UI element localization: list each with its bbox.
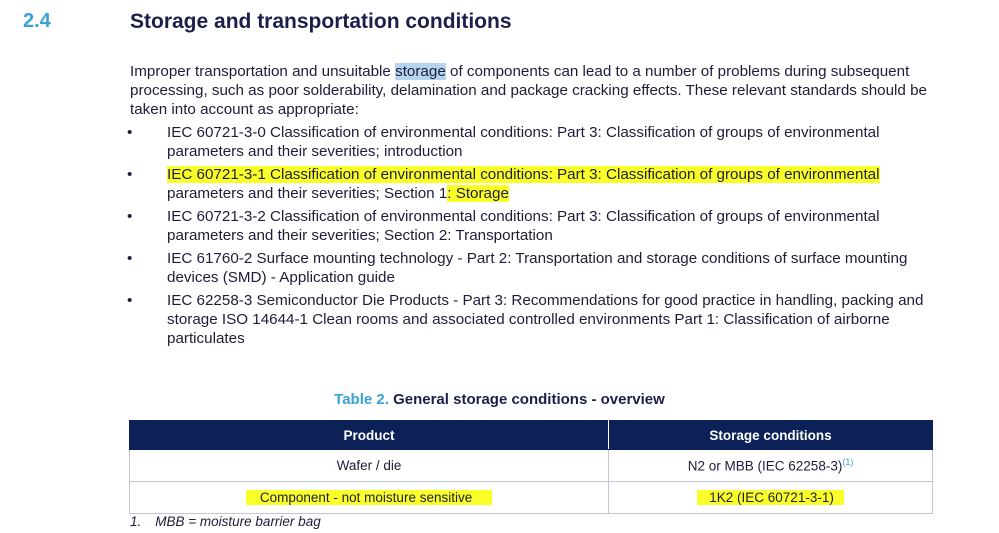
table-footnote [130, 514, 321, 529]
footnote-text: MBB = moisture barrier bag [155, 514, 321, 529]
bullet-icon: • [127, 124, 133, 141]
standards-list [127, 123, 937, 352]
footnote-number: 1. [130, 514, 142, 529]
standard-text: IEC 61760-2 Surface mounting technology - Part 2: Transportation and storage conditions of surface mounting devices (SMD) - Application guide [167, 250, 908, 286]
intro-text-before: Improper transportation and unsuitable [130, 63, 396, 80]
column-header-storage: Storage conditions [609, 421, 933, 450]
list-item [127, 123, 937, 161]
bullet-icon: • [127, 166, 133, 183]
table-cell [609, 450, 933, 482]
table-header-row [130, 421, 933, 450]
table-cell: Wafer / die [130, 450, 609, 482]
table-cell [609, 482, 933, 514]
bullet-icon: • [127, 208, 133, 225]
standard-text: IEC 60721-3-2 Classification of environmental conditions: Part 3: Classification of groups of environmental parameters and their severities; Section 2: Transportation [167, 208, 880, 244]
footnote-ref[interactable]: (1) [842, 457, 854, 468]
column-header-product: Product [130, 421, 609, 450]
list-item [127, 249, 937, 287]
table-row [130, 450, 933, 482]
storage-conditions-table [129, 420, 933, 514]
storage-value: N2 or MBB (IEC 62258-3) [687, 458, 843, 474]
highlighted-text: : Storage [447, 185, 509, 202]
list-item [127, 291, 937, 348]
standard-text: parameters and their severities; Section 1 [167, 185, 448, 202]
standard-text: IEC 62258-3 Semiconductor Die Products - Part 3: Recommendations for good practice in handling, packing and storage ISO 14644-1 Clean rooms and associated controlled environments Part 1: Classification of airborne particulates [167, 292, 924, 347]
selected-word[interactable]: storage [395, 63, 446, 80]
highlighted-text: Component - not moisture sensitive [246, 490, 492, 505]
table-cell [130, 482, 609, 514]
table-row [130, 482, 933, 514]
table-caption-text: General storage conditions - overview [393, 391, 665, 408]
highlighted-text: 1K2 (IEC 60721-3-1) [697, 490, 844, 505]
standard-text: IEC 60721-3-0 Classification of environmental conditions: Part 3: Classification of groups of environmental parameters and their severities; introduction [167, 124, 880, 160]
intro-text-after: of components can lead to a number of problems during subsequent processing, such as poor solderability, delamination and package cracking effects. These relevant standards should be taken into account as appropriate: [130, 63, 927, 118]
table-caption [0, 391, 999, 408]
highlighted-text: IEC 60721-3-1 Classification of environmental conditions: Part 3: Classification of groups of environmental [167, 166, 880, 183]
bullet-icon: • [127, 292, 133, 309]
section-number: 2.4 [23, 10, 51, 32]
section-title: Storage and transportation conditions [130, 10, 512, 33]
list-item [127, 207, 937, 245]
list-item [127, 165, 937, 203]
intro-paragraph [130, 62, 950, 119]
table-caption-number: Table 2. [334, 391, 389, 408]
bullet-icon: • [127, 250, 133, 267]
